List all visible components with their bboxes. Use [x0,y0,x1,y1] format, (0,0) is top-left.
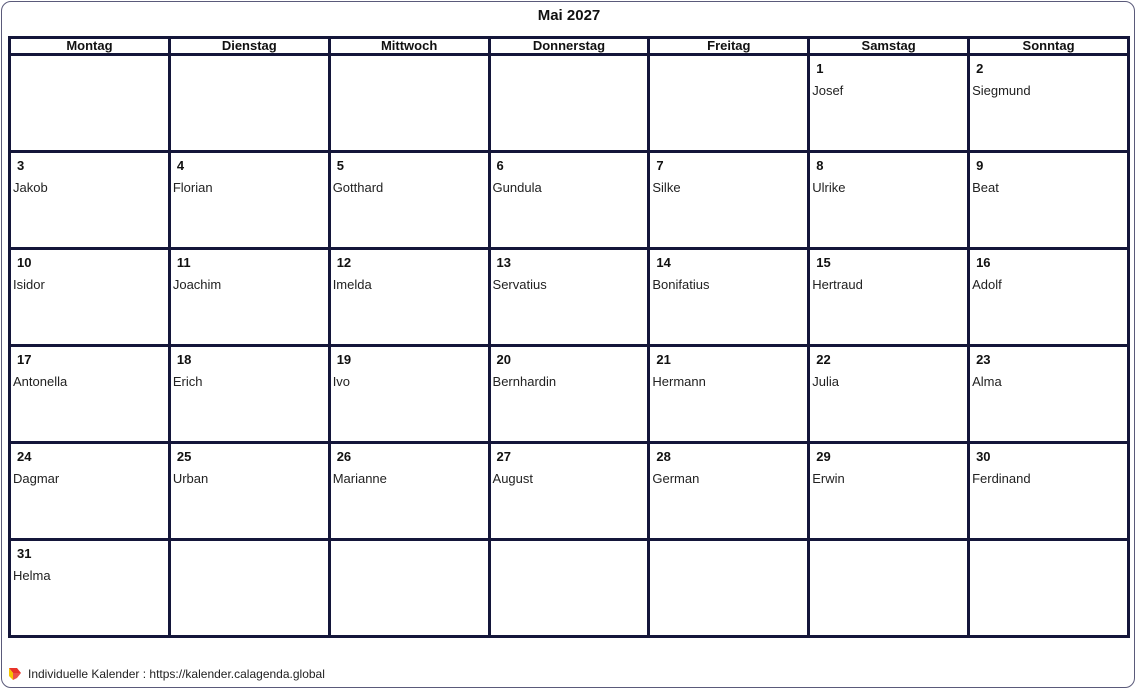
day-number: 27 [496,449,511,464]
name-day: August [492,471,534,486]
day-number: 14 [656,255,671,270]
day-cell[interactable] [649,443,809,540]
name-day: Florian [172,180,213,195]
day-cell[interactable] [10,249,170,346]
calendar-grid [8,36,1130,638]
name-day: Siegmund [972,83,1031,98]
week-row [10,346,1129,443]
empty-day-cell [10,55,170,152]
weekday-header: Donnerstag [489,38,649,55]
day-cell[interactable] [329,152,489,249]
day-cell[interactable] [969,249,1129,346]
day-number: 30 [976,449,991,464]
calendar-title: Mai 2027 [537,7,601,24]
day-number: 17 [17,352,32,367]
day-number: 9 [976,158,984,173]
name-day: Bonifatius [652,277,710,292]
name-day: Beat [972,180,999,195]
empty-day-cell [649,55,809,152]
day-cell[interactable] [169,346,329,443]
weekday-header: Dienstag [169,38,329,55]
day-number: 10 [17,255,32,270]
name-day: Alma [972,374,1002,389]
day-number: 8 [816,158,824,173]
name-day: Ferdinand [972,471,1031,486]
day-cell[interactable] [489,152,649,249]
day-number: 7 [656,158,664,173]
day-cell[interactable] [10,540,170,637]
name-day: Imelda [332,277,372,292]
weekday-header: Mittwoch [329,38,489,55]
weekday-header: Freitag [649,38,809,55]
day-number: 24 [17,449,32,464]
day-number: 26 [336,449,352,464]
day-number: 22 [816,352,831,367]
day-cell[interactable] [809,443,969,540]
day-cell[interactable] [809,249,969,346]
day-number: 23 [976,352,991,367]
day-number: 25 [176,449,192,464]
empty-day-cell [809,540,969,637]
day-number: 11 [176,255,191,270]
weekday-header-row [10,38,1129,55]
day-cell[interactable] [969,55,1129,152]
name-day: Urban [172,471,209,486]
day-number: 31 [17,546,32,561]
footer-text[interactable]: Individuelle Kalender : https://kalender.calagenda.global [28,667,325,681]
day-number: 15 [816,255,831,270]
weekday-header: Samstag [809,38,969,55]
day-number: 13 [496,255,511,270]
week-row [10,55,1129,152]
weekday-header: Sonntag [969,38,1129,55]
day-number: 28 [656,449,671,464]
empty-day-cell [329,55,489,152]
day-cell[interactable] [969,152,1129,249]
week-row [10,540,1129,637]
footer [8,667,325,681]
name-day: Julia [812,374,839,389]
week-row [10,443,1129,540]
day-cell[interactable] [649,346,809,443]
day-cell[interactable] [969,346,1129,443]
name-day: Josef [812,83,844,98]
day-number: 18 [176,352,192,367]
name-day: Adolf [972,277,1002,292]
week-row [10,249,1129,346]
day-cell[interactable] [329,249,489,346]
empty-day-cell [969,540,1129,637]
day-number: 2 [976,61,984,76]
day-cell[interactable] [10,152,170,249]
name-day: Isidor [13,277,45,292]
name-day: Gotthard [332,180,384,195]
day-number: 5 [336,158,344,173]
day-cell[interactable] [649,152,809,249]
day-cell[interactable] [169,152,329,249]
day-cell[interactable] [809,55,969,152]
day-cell[interactable] [809,346,969,443]
day-cell[interactable] [329,346,489,443]
empty-day-cell [169,540,329,637]
day-cell[interactable] [489,249,649,346]
name-day: Helma [13,568,51,583]
weekday-header: Montag [10,38,170,55]
day-cell[interactable] [489,443,649,540]
name-day: Erich [172,374,203,389]
day-number: 29 [816,449,831,464]
empty-day-cell [489,55,649,152]
day-number: 12 [336,255,352,270]
name-day: German [652,471,700,486]
empty-day-cell [169,55,329,152]
name-day: Bernhardin [492,374,557,389]
calagenda-logo-icon [8,667,22,681]
day-number: 3 [17,158,25,173]
day-cell[interactable] [809,152,969,249]
name-day: Hermann [652,374,706,389]
name-day: Ulrike [812,180,846,195]
name-day: Erwin [812,471,845,486]
name-day: Joachim [172,277,222,292]
day-cell[interactable] [489,346,649,443]
day-cell[interactable] [10,443,170,540]
empty-day-cell [329,540,489,637]
name-day: Jakob [13,180,48,195]
day-cell[interactable] [10,346,170,443]
day-cell[interactable] [169,249,329,346]
day-cell[interactable] [649,249,809,346]
day-cell[interactable] [329,443,489,540]
day-number: 21 [656,352,671,367]
name-day: Antonella [13,374,68,389]
day-number: 6 [496,158,504,173]
empty-day-cell [649,540,809,637]
name-day: Hertraud [812,277,863,292]
name-day: Dagmar [13,471,60,486]
week-row [10,152,1129,249]
day-number: 19 [336,352,352,367]
day-number: 16 [976,255,991,270]
name-day: Servatius [492,277,547,292]
name-day: Gundula [492,180,542,195]
day-number: 1 [816,61,824,76]
name-day: Silke [652,180,681,195]
day-cell[interactable] [969,443,1129,540]
empty-day-cell [489,540,649,637]
day-cell[interactable] [169,443,329,540]
day-number: 20 [496,352,511,367]
name-day: Ivo [332,374,351,389]
name-day: Marianne [332,471,387,486]
day-number: 4 [176,158,185,173]
